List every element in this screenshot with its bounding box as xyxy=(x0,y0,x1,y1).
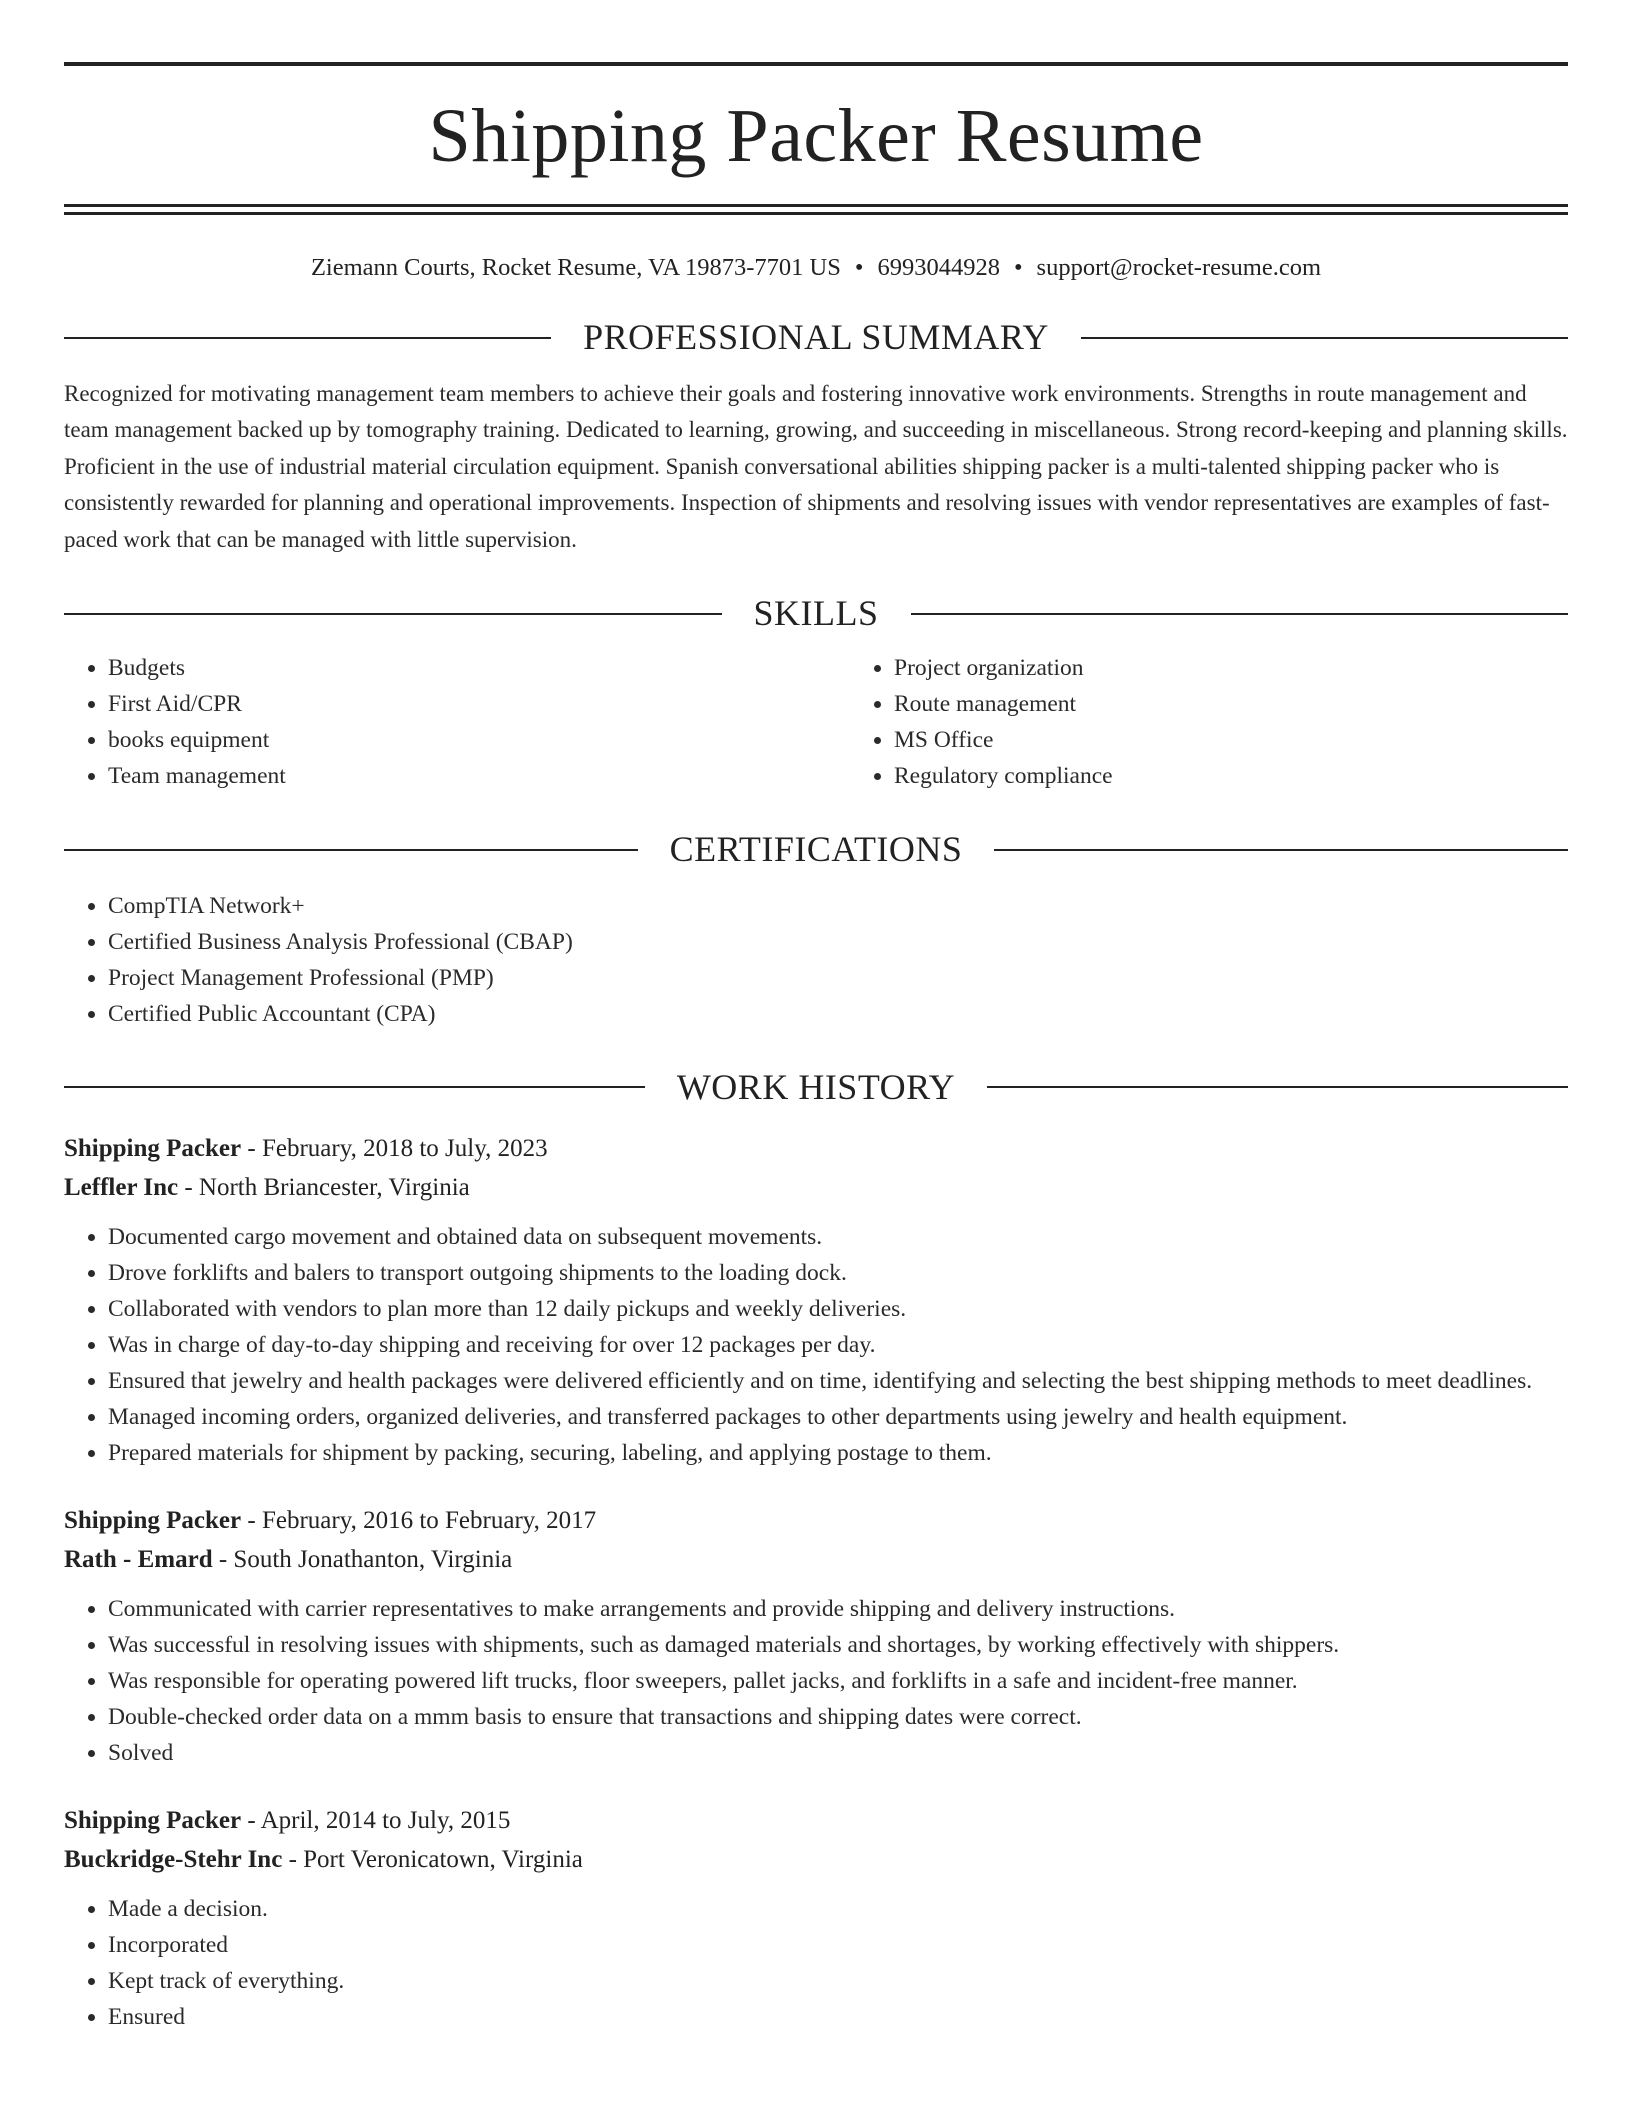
job-bullet: • Managed incoming orders, organized deliveries, and transferred packages to other departments using jewelry and health equipment. xyxy=(108,1399,1568,1435)
job-bullet: • Solved xyxy=(108,1735,1568,1771)
job-entry xyxy=(64,1129,1568,1471)
job-company-line xyxy=(64,1540,1568,1579)
job-company: Leffler Inc xyxy=(64,1174,179,1202)
job-bullets xyxy=(64,1891,1568,2035)
job-location: - North Briancester, Virginia xyxy=(178,1174,470,1202)
job-bullets xyxy=(64,1219,1568,1471)
contact-line xyxy=(64,253,1568,282)
job-company: Buckridge-Stehr Inc xyxy=(64,1846,283,1874)
section-heading-skills xyxy=(64,594,1568,634)
heading-rule-left xyxy=(64,1086,645,1088)
contact-separator: • xyxy=(854,254,864,281)
heading-rule-right xyxy=(911,613,1569,615)
job-bullet: • Was responsible for operating powered lift trucks, floor sweepers, pallet jacks, and forklifts in a safe and incident-free manner. xyxy=(108,1663,1568,1699)
heading-rule-right xyxy=(987,1086,1568,1088)
job-location: - Port Veronicatown, Virginia xyxy=(282,1846,583,1874)
job-dates: - February, 2018 to July, 2023 xyxy=(241,1135,548,1163)
skill-item: • Budgets xyxy=(108,650,850,686)
summary-paragraph: Recognized for motivating management team members to achieve their goals and fostering innovative work environments. Strengths in route management and team management backed up by tomography training. Dedicated to learning, growing, and succeeding in miscellaneous. Strong record-keeping and planning skills. Proficient in the use of industrial material circulation equipment. Spanish conversational abilities shipping packer is a multi-talented shipping packer who is consistently rewarded for planning and operational improvements. Inspection of shipments and resolving issues with vendor representatives are examples of fast-paced work that can be managed with little supervision. xyxy=(64,380,1568,552)
job-dates: - February, 2016 to February, 2017 xyxy=(241,1507,597,1535)
job-bullet: • Made a decision. xyxy=(108,1891,1568,1927)
job-bullet: • Communicated with carrier representatives to make arrangements and provide shipping and delivery instructions. xyxy=(108,1591,1568,1627)
contact-phone[interactable]: 6993044928 xyxy=(877,254,1000,281)
job-bullet: • Double-checked order data on a mmm basis to ensure that transactions and shipping dates were correct. xyxy=(108,1699,1568,1735)
heading-rule-left xyxy=(64,337,551,339)
job-bullets xyxy=(64,1591,1568,1771)
section-title: WORK HISTORY xyxy=(676,1066,956,1107)
skill-item: • Regulatory compliance xyxy=(894,758,1632,794)
skill-item: • MS Office xyxy=(894,722,1632,758)
job-bullet: • Documented cargo movement and obtained data on subsequent movements. xyxy=(108,1219,1568,1255)
job-bullet: • Was successful in resolving issues with shipments, such as damaged materials and shortages, by working effectively with shippers. xyxy=(108,1627,1568,1663)
skills-list-right xyxy=(850,650,1632,794)
resume-title: Shipping Packer Resume xyxy=(428,94,1204,178)
certification-item: • Certified Business Analysis Professional (CBAP) xyxy=(108,924,1568,960)
heading-rule-right xyxy=(994,849,1568,851)
job-bullet: • Collaborated with vendors to plan more than 12 daily pickups and weekly deliveries. xyxy=(108,1291,1568,1327)
heading-rule-right xyxy=(1081,337,1568,339)
job-bullet: • Incorporated xyxy=(108,1927,1568,1963)
job-dates: - April, 2014 to July, 2015 xyxy=(241,1807,511,1835)
job-title: Shipping Packer xyxy=(64,1135,242,1163)
skill-item: • First Aid/CPR xyxy=(108,686,850,722)
certifications-list xyxy=(64,888,1568,1032)
job-location: - South Jonathanton, Virginia xyxy=(212,1546,513,1574)
job-company-line xyxy=(64,1168,1568,1207)
skills-list-left xyxy=(64,650,850,794)
heading-rule-left xyxy=(64,849,638,851)
job-entry xyxy=(64,1801,1568,2035)
skills-columns xyxy=(64,650,1568,794)
job-bullet: • Ensured xyxy=(108,1999,1568,2035)
section-heading-summary xyxy=(64,318,1568,358)
skill-item: • Team management xyxy=(108,758,850,794)
certification-item: • Project Management Professional (PMP) xyxy=(108,960,1568,996)
job-bullet: • Was in charge of day-to-day shipping and receiving for over 12 packages per day. xyxy=(108,1327,1568,1363)
contact-email[interactable]: support@rocket-resume.com xyxy=(1036,254,1322,281)
skill-item: • Route management xyxy=(894,686,1632,722)
section-title: CERTIFICATIONS xyxy=(669,829,963,870)
contact-address: Ziemann Courts, Rocket Resume, VA 19873-7701 US xyxy=(310,254,841,281)
job-title-line xyxy=(64,1801,1568,1840)
job-bullet: • Ensured that jewelry and health packages were delivered efficiently and on time, identifying and selecting the best shipping methods to meet deadlines. xyxy=(108,1363,1568,1399)
section-title: SKILLS xyxy=(753,593,879,634)
skill-item: • Project organization xyxy=(894,650,1632,686)
job-bullet: • Drove forklifts and balers to transport outgoing shipments to the loading dock. xyxy=(108,1255,1568,1291)
job-title-line xyxy=(64,1129,1568,1168)
job-company-line xyxy=(64,1840,1568,1879)
certification-item: • Certified Public Accountant (CPA) xyxy=(108,996,1568,1032)
job-title: Shipping Packer xyxy=(64,1807,242,1835)
contact-separator: • xyxy=(1013,254,1023,281)
job-company: Rath - Emard xyxy=(64,1546,213,1574)
heading-rule-left xyxy=(64,613,722,615)
job-entry xyxy=(64,1501,1568,1771)
section-heading-certifications xyxy=(64,830,1568,870)
title-double-rule xyxy=(64,204,1568,215)
skill-item: • books equipment xyxy=(108,722,850,758)
job-title: Shipping Packer xyxy=(64,1507,242,1535)
job-bullet: • Kept track of everything. xyxy=(108,1963,1568,1999)
section-title: PROFESSIONAL SUMMARY xyxy=(583,317,1049,358)
job-title-line xyxy=(64,1501,1568,1540)
job-bullet: • Prepared materials for shipment by packing, securing, labeling, and applying postage to them. xyxy=(108,1435,1568,1471)
certification-item: • CompTIA Network+ xyxy=(108,888,1568,924)
section-heading-work-history xyxy=(64,1068,1568,1108)
top-rule xyxy=(64,62,1568,66)
